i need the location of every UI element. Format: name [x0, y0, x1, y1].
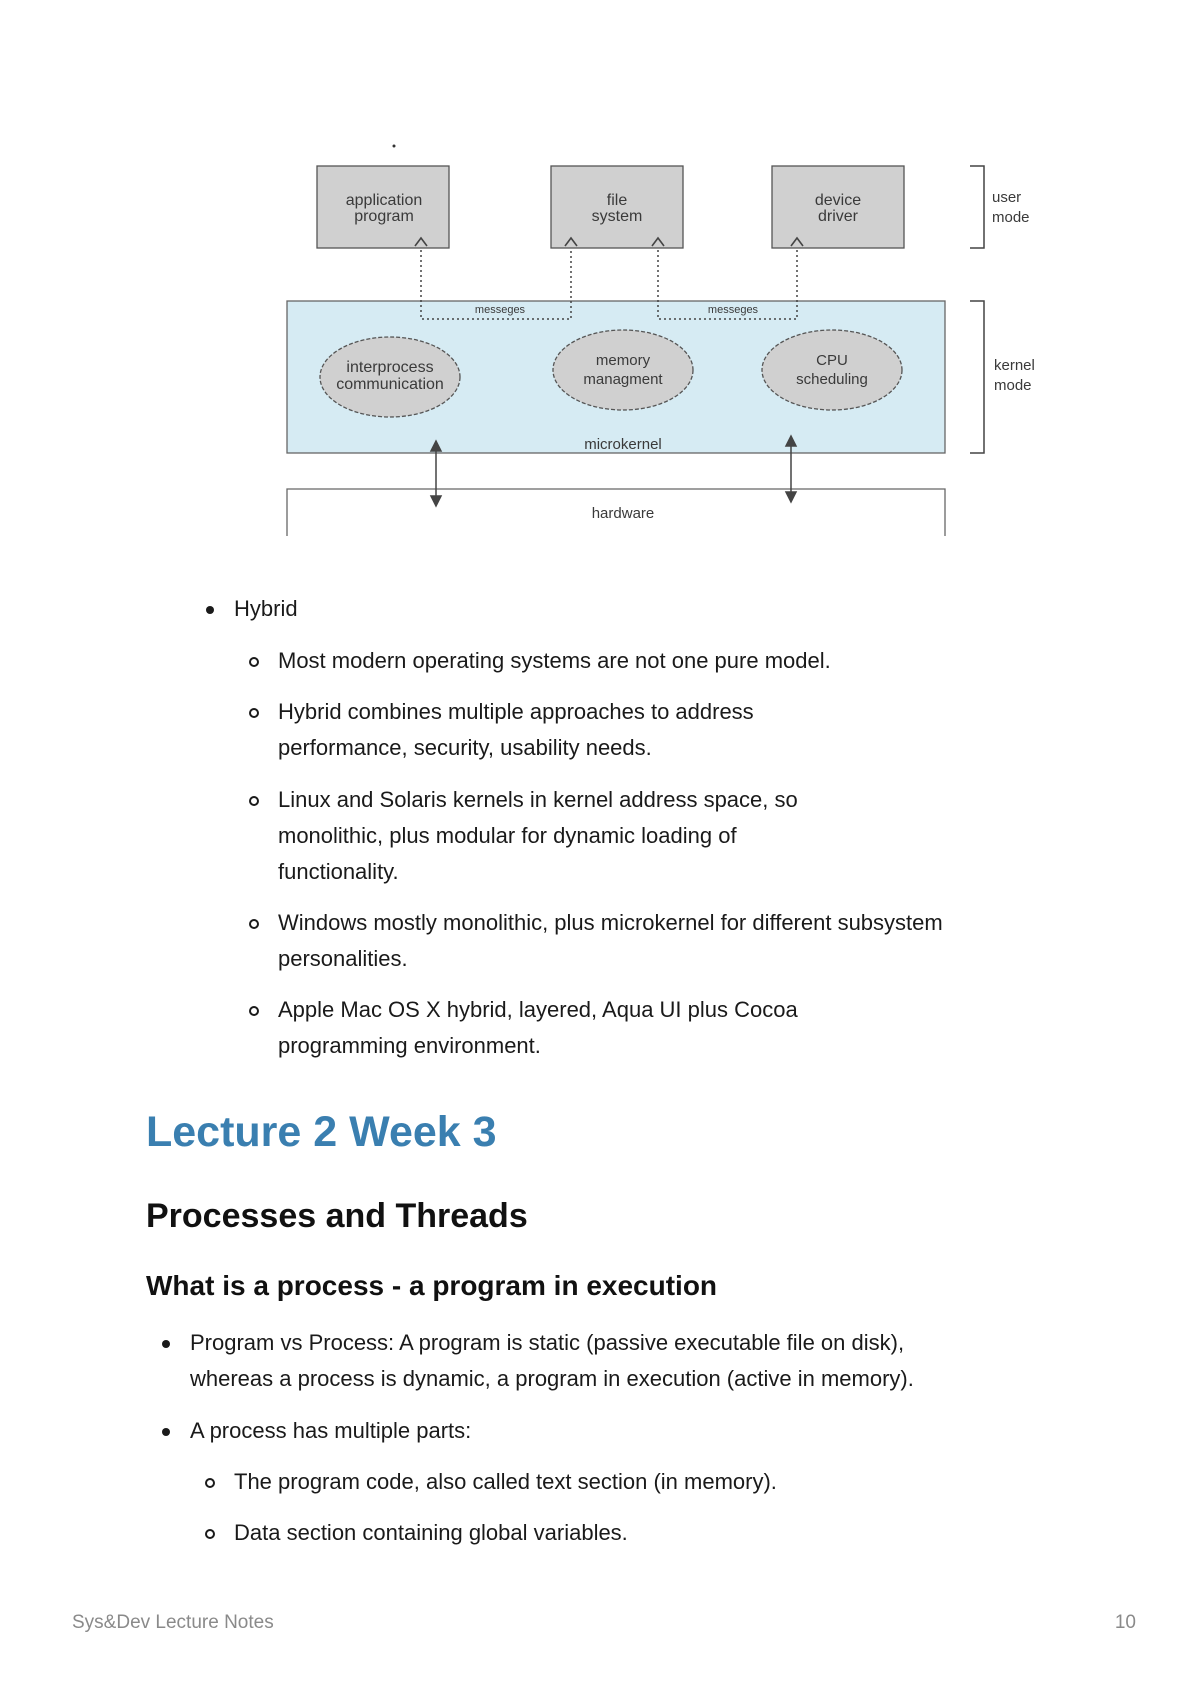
kernel-hardware-arrow-left [431, 441, 441, 506]
kernel-mode-bracket [970, 301, 984, 453]
microkernel-diagram [0, 0, 1200, 560]
hybrid-label: Hybrid [234, 596, 298, 621]
page-number: 10 [1114, 1612, 1136, 1633]
lecture-heading: Lecture 2 Week 3 [146, 1108, 497, 1156]
bullet-ring [249, 796, 259, 806]
bullet-ring [205, 1478, 215, 1488]
kernel-mode-label: kernel mode [994, 357, 1035, 394]
user-box-label: file system [591, 192, 643, 225]
bullet-ring [249, 1006, 259, 1016]
kernel-hardware-arrow-right [786, 436, 796, 502]
user-box-label: application program [345, 192, 423, 225]
ellipse-interprocess-communication [320, 337, 460, 417]
bullet-dot [162, 1428, 170, 1436]
messages-label-right: messeges [707, 304, 759, 316]
bullet-dot [162, 1340, 170, 1348]
list-item-sub: Windows mostly monolithic, plus microkernel for different subsystem personalities. [278, 905, 943, 977]
list-item-hybrid [234, 591, 298, 627]
bullet-ring [249, 919, 259, 929]
list-item-sub: The program code, also called text section (in memory). [234, 1464, 777, 1500]
ellipse-cpu-scheduling [762, 330, 902, 410]
microkernel-label: microkernel [584, 436, 662, 453]
user-mode-label: user mode [992, 189, 1030, 226]
bullet-ring [249, 708, 259, 718]
user-box-device-driver [772, 166, 904, 248]
user-mode-bracket [970, 166, 984, 248]
list-item-sub: Apple Mac OS X hybrid, layered, Aqua UI plus Cocoa programming environment. [278, 992, 798, 1064]
svg-text:interprocesscommunication: interprocess communication [336, 359, 444, 393]
messages-label-left: messeges [474, 304, 526, 316]
svg-text:memorymanagment: memory managment [583, 352, 663, 388]
user-box-application [317, 166, 449, 248]
section-heading: Processes and Threads [146, 1197, 528, 1235]
footer-title: Sys&Dev Lecture Notes [72, 1612, 274, 1633]
list-item-sub: Hybrid combines multiple approaches to address performance, security, usability needs. [278, 694, 754, 766]
hardware-label: hardware [591, 505, 655, 522]
ellipse-memory-managment [553, 330, 693, 410]
bullet-dot [206, 606, 214, 614]
list-item-sub: Most modern operating systems are not one pure model. [278, 643, 831, 679]
bullet-ring [249, 657, 259, 667]
subsection-heading: What is a process - a program in execution [146, 1270, 718, 1301]
bullet-ring [205, 1529, 215, 1539]
list-item-program-vs-process: Program vs Process: A program is static (passive executable file on disk), whereas a process is dynamic, a program in execution (active in memory). [190, 1325, 914, 1397]
user-box-file-system [551, 166, 683, 248]
list-item-sub: Data section containing global variables. [234, 1515, 628, 1551]
svg-text:CPUscheduling: CPU scheduling [796, 352, 868, 388]
list-item-sub: Linux and Solaris kernels in kernel address space, so monolithic, plus modular for dynamic loading of functionality. [278, 782, 798, 890]
user-box-label: device driver [814, 192, 862, 225]
list-item-process-parts: A process has multiple parts: [190, 1413, 471, 1449]
